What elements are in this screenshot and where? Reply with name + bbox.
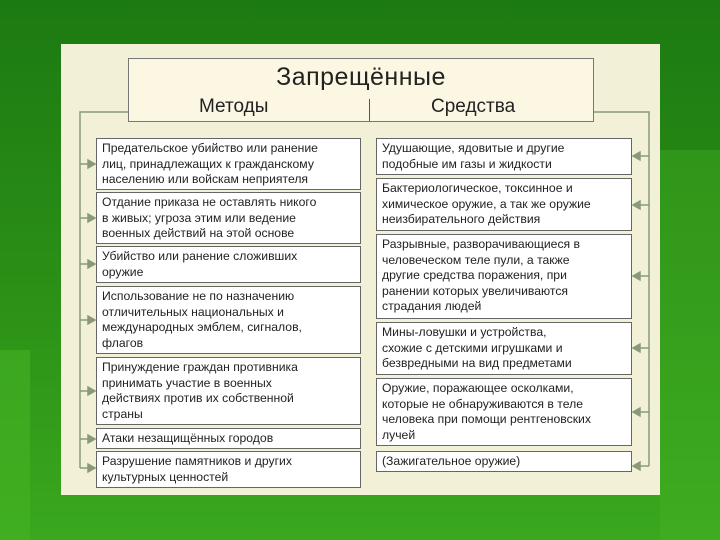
- arrowhead: [633, 272, 640, 280]
- arrowhead: [88, 214, 95, 222]
- arrowhead: [88, 260, 95, 268]
- means-box-expanding-bullets: Разрывные, разворачивающиеся в человеческом теле пули, а также другие средства поражения, при ранении которых увеличиваются страдания людей: [376, 234, 632, 319]
- means-box-booby-traps: Мины-ловушки и устройства, схожие с детскими игрушками и безвредными на вид предметами: [376, 322, 632, 375]
- arrowhead: [633, 462, 640, 470]
- diagram-header: [128, 58, 594, 122]
- arrowhead: [633, 152, 640, 160]
- arrowhead: [88, 435, 95, 443]
- method-box-killing-surrendered: Убийство или ранение сложивших оружие: [96, 246, 361, 283]
- means-box-gases: Удушающие, ядовитые и другие подобные им газы и жидкости: [376, 138, 632, 175]
- arrowhead: [633, 408, 640, 416]
- methods-heading: Методы: [199, 96, 269, 117]
- arrowhead: [88, 464, 95, 472]
- arrowhead: [88, 316, 95, 324]
- diagram-title: Запрещённые: [276, 63, 446, 91]
- method-box-forced-participation: Принуждение граждан противника принимать участие в военных действиях против их собственной страны: [96, 357, 361, 425]
- header-divider: [369, 99, 370, 121]
- method-box-emblem-misuse: Использование не по назначению отличительных национальных и международных эмблем, сигналов, флагов: [96, 286, 361, 354]
- method-box-cultural-destruction: Разрушение памятников и других культурных ценностей: [96, 451, 361, 488]
- means-box-fragments: Оружие, поражающее осколками, которые не обнаруживаются в теле человека при помощи рентгеновских лучей: [376, 378, 632, 446]
- means-heading: Средства: [431, 96, 516, 117]
- method-box-treacherous-killing: Предательское убийство или ранение лиц, принадлежащих к гражданскому населению или войскам неприятеля: [96, 138, 361, 190]
- method-box-undefended-cities: Атаки незащищённых городов: [96, 428, 361, 449]
- method-box-no-quarter-order: Отдание приказа не оставлять никого в живых; угроза этим или ведение военных действий на этой основе: [96, 192, 361, 244]
- arrowhead: [88, 387, 95, 395]
- means-box-bio-chemical: Бактериологическое, токсинное и химическое оружие, а так же оружие неизбирательного действия: [376, 178, 632, 231]
- arrowhead: [633, 344, 640, 352]
- arrowhead: [633, 201, 640, 209]
- arrowhead: [88, 160, 95, 168]
- means-box-incendiary: (Зажигательное оружие): [376, 451, 632, 472]
